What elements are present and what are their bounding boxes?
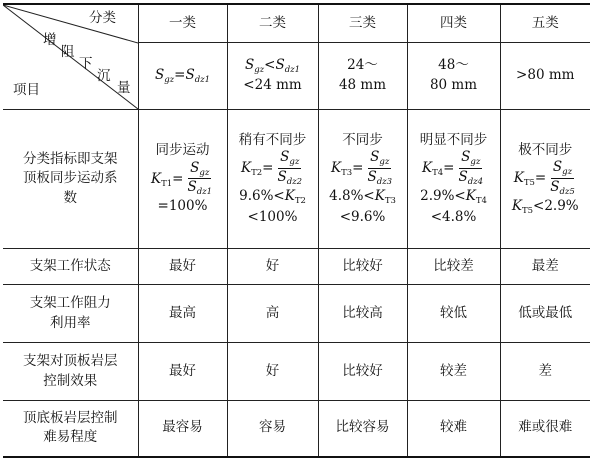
- sync-label: 分类指标即支架顶板同步运动系数: [3, 110, 138, 249]
- table-row: [3, 249, 590, 285]
- table-cell: 好: [227, 249, 318, 285]
- range-class-1: $S_{gz}=S_{dz1}$: [138, 43, 227, 110]
- sync-class-1: 同步运动 $K_{T1}=$ $\frac{S_{gz}}{S_{dz1}}$ =100%: [138, 110, 227, 249]
- table-cell: 最好: [138, 249, 227, 285]
- table-cell: 较难: [407, 401, 500, 457]
- table-cell: 比较高: [318, 285, 407, 343]
- diag-label-chen: 沉: [97, 68, 111, 84]
- table-cell: 比较好: [318, 249, 407, 285]
- class-header-2: 二类: [227, 4, 318, 43]
- table-cell: 比较好: [318, 343, 407, 401]
- diag-label-class: 分类: [89, 10, 116, 26]
- classification-table: [3, 3, 590, 458]
- diag-label-liang: 量: [117, 80, 131, 96]
- sync-row: [3, 110, 590, 249]
- table-cell: 容易: [227, 401, 318, 457]
- diag-label-xia: 下: [79, 56, 93, 72]
- diag-label-zeng: 增: [43, 32, 57, 48]
- sync-class-4: 明显不同步 $K_{T4}=$ $\frac{S_{gz}}{S_{dz4}}$ $2.9\%<K_{T4}$ <4.8%: [407, 110, 500, 249]
- diag-label-zu: 阻: [61, 44, 75, 60]
- sync-class-3: 不同步 $K_{T3}=$ $\frac{S_{gz}}{S_{dz3}}$ $4.8\%<K_{T3}$ <9.6%: [318, 110, 407, 249]
- table-cell: 最容易: [138, 401, 227, 457]
- table-cell: 最高: [138, 285, 227, 343]
- table-cell: 最差: [500, 249, 590, 285]
- table-row: [3, 285, 590, 343]
- table-cell: 比较差: [407, 249, 500, 285]
- range-class-5: >80 mm: [500, 43, 590, 110]
- sync-class-5: 极不同步 $K_{T5}=$ $\frac{S_{gz}}{S_{dz5}}$ $K_{T5}<2.9\%$: [500, 110, 590, 249]
- class-header-1: 一类: [138, 4, 227, 43]
- class-header-4: 四类: [407, 4, 500, 43]
- table-row: [3, 343, 590, 401]
- diag-label-item: 项目: [13, 82, 40, 98]
- range-class-3: 24～ 48 mm: [318, 43, 407, 110]
- range-class-4: 48～ 80 mm: [407, 43, 500, 110]
- table-cell: 最好: [138, 343, 227, 401]
- class-header-3: 三类: [318, 4, 407, 43]
- table-cell: 高: [227, 285, 318, 343]
- table-cell: 难或很难: [500, 401, 590, 457]
- table-cell: 较低: [407, 285, 500, 343]
- table-cell: 差: [500, 343, 590, 401]
- row-label: 支架工作状态: [3, 249, 138, 285]
- diagonal-header-cell: [3, 4, 138, 110]
- range-class-2: $S_{gz}<S_{dz1}$ <24 mm: [227, 43, 318, 110]
- row-label: 支架对顶板岩层控制效果: [3, 343, 138, 401]
- table-cell: 好: [227, 343, 318, 401]
- table-cell: 较差: [407, 343, 500, 401]
- table-cell: 低或最低: [500, 285, 590, 343]
- sync-class-2: 稍有不同步 $K_{T2}=$ $\frac{S_{gz}}{S_{dz2}}$ $9.6\%<K_{T2}$ <100%: [227, 110, 318, 249]
- class-header-5: 五类: [500, 4, 590, 43]
- header-row: [3, 4, 590, 43]
- row-label: 顶底板岩层控制难易程度: [3, 401, 138, 457]
- table-row: [3, 401, 590, 457]
- row-label: 支架工作阻力利用率: [3, 285, 138, 343]
- table-cell: 比较容易: [318, 401, 407, 457]
